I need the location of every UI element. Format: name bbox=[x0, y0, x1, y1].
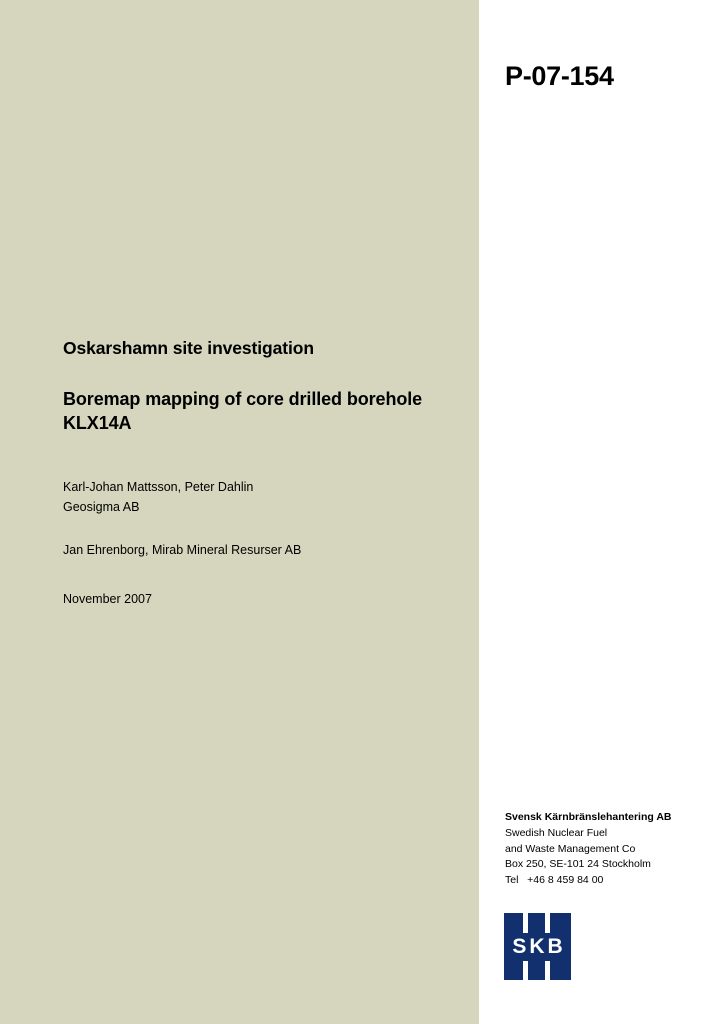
authors-block bbox=[63, 477, 463, 560]
page-title: Boremap mapping of core drilled borehole KLX14A bbox=[63, 389, 423, 433]
authors-secondary: Jan Ehrenborg, Mirab Mineral Resurser AB bbox=[63, 542, 302, 557]
site-investigation-label: Oskarshamn site investigation bbox=[63, 338, 314, 358]
publisher-block bbox=[505, 810, 715, 889]
affiliation-primary: Geosigma AB bbox=[63, 500, 140, 515]
publisher-line-1: Swedish Nuclear Fuel bbox=[505, 826, 608, 839]
report-number: P-07-154 bbox=[505, 61, 614, 91]
skb-logo-text: SKB bbox=[507, 933, 567, 961]
skb-logo-wordmark bbox=[504, 913, 571, 980]
authors-primary: Karl-Johan Mattsson, Peter Dahlin bbox=[63, 480, 254, 494]
skb-logo bbox=[504, 913, 571, 980]
publisher-name: Svensk Kärnbränslehantering AB bbox=[505, 811, 672, 823]
publisher-line-2: and Waste Management Co bbox=[505, 842, 636, 855]
publisher-address: Box 250, SE-101 24 Stockholm bbox=[505, 858, 651, 871]
publisher-telephone: Tel +46 8 459 84 00 bbox=[505, 874, 604, 886]
title-block bbox=[63, 338, 453, 436]
publication-date: November 2007 bbox=[63, 592, 152, 606]
